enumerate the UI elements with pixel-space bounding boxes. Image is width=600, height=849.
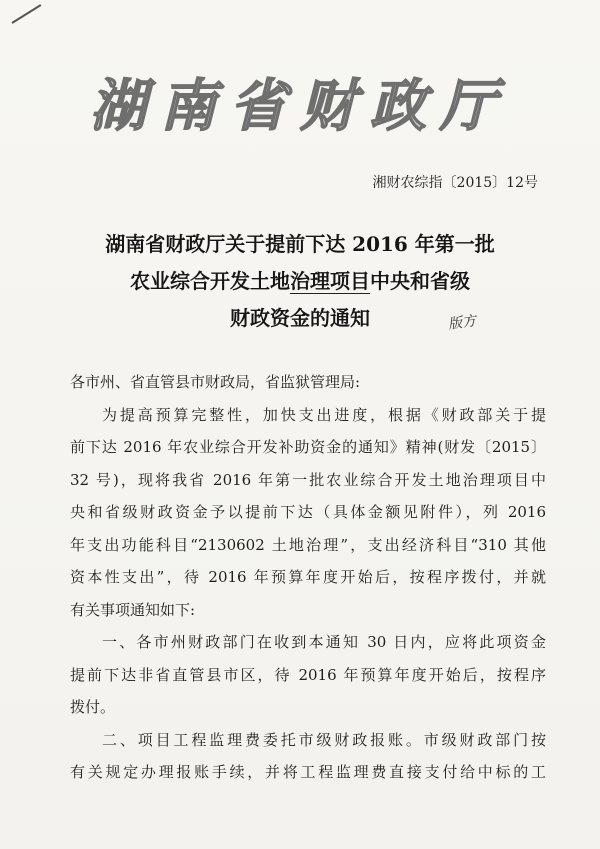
paragraph-line: 为提高预算完整性，加快支出进度，根据《财政部关于提 bbox=[102, 405, 546, 424]
title-underlined-text: 治理项目 bbox=[290, 269, 370, 293]
paragraph-line: 提前下达非省直管县市区，待 2016 年预算年度开始后，按程序 bbox=[70, 665, 546, 684]
paragraph-line: 年支出功能科目“2130602 土地治理”，支出经济科目“310 其他 bbox=[70, 535, 546, 554]
pen-mark bbox=[11, 4, 41, 24]
title-line-1: 湖南省财政厅关于提前下达 2016 年第一批 bbox=[105, 232, 495, 256]
agency-letterhead: 湖南省财政厅 bbox=[90, 74, 510, 139]
paragraph-line: 二、项目工程监理费委托市级财政报账。市级财政部门按 bbox=[102, 730, 546, 749]
paragraph-line: 一、各市州财政部门在收到本通知 30 日内，应将此项资金 bbox=[102, 633, 546, 651]
title-line-3: 财政资金的通知 bbox=[230, 306, 370, 330]
paragraph-line: 央和省级财政资金予以提前下达（具体金额见附件），列 2016 bbox=[70, 503, 546, 521]
salutation: 各市州、省直管县市财政局，省监狱管理局: bbox=[70, 373, 361, 391]
document-number: 湘财农综指〔2015〕12号 bbox=[372, 175, 538, 191]
paragraph-line: 资本性支出”，待 2016 年预算年度开始后，按程序拨付，并就 bbox=[70, 568, 546, 586]
title-line-2-pre: 农业综合开发土地 bbox=[130, 269, 290, 293]
paragraph-line: 前下达 2016 年农业综合开发补助资金的通知》精神(财发〔2015〕 bbox=[70, 438, 546, 456]
paragraph-line: 拨付。 bbox=[70, 698, 116, 716]
handwritten-annotation: 版方 bbox=[447, 313, 478, 333]
paragraph-line: 有关规定办理报账手续，并将工程监理费直接支付给中标的工 bbox=[70, 763, 546, 781]
paragraph-line: 32 号)，现将我省 2016 年第一批农业综合开发土地治理项目中 bbox=[70, 470, 546, 489]
title-line-2-post: 中央和省级 bbox=[370, 269, 470, 293]
notice-body bbox=[70, 366, 546, 789]
title-line-2 bbox=[60, 263, 540, 300]
paragraph-line: 有关事项通知如下: bbox=[70, 600, 196, 619]
